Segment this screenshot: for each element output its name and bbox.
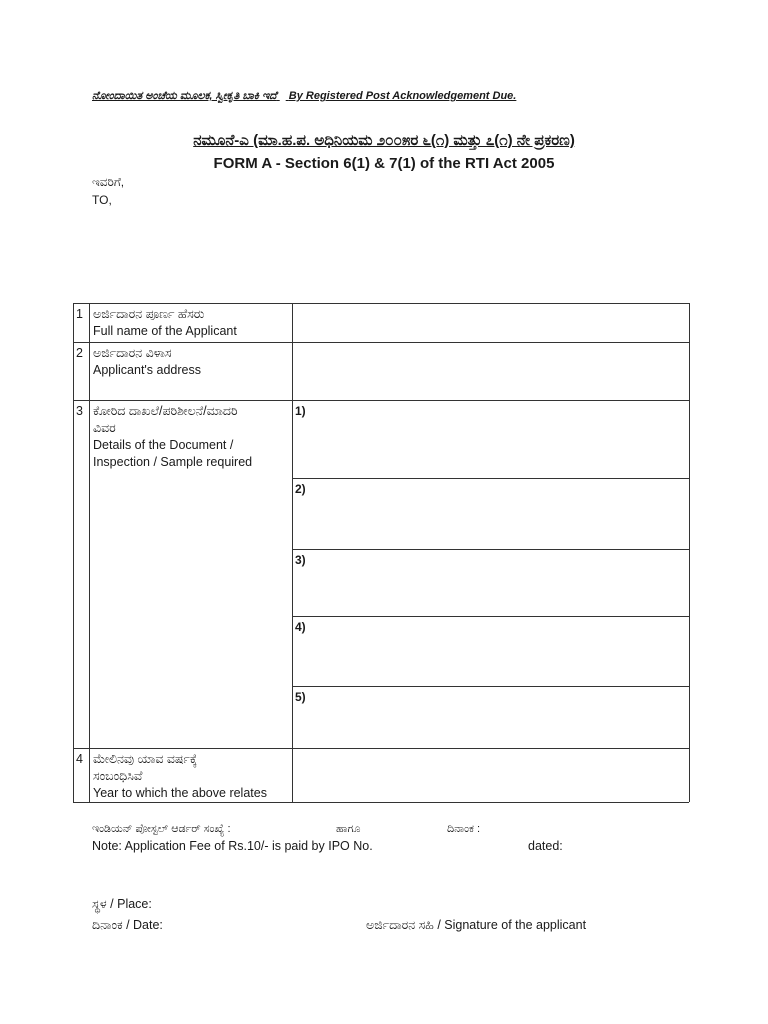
row-number: 1 (76, 307, 83, 321)
detail-field-1[interactable] (294, 402, 687, 477)
detail-field-4[interactable] (294, 618, 687, 685)
label-kannada: ಅರ್ಜಿದಾರನ ಪೂರ್ಣ ಹೆಸರು (93, 307, 205, 321)
applicant-address-label (93, 345, 201, 379)
label-english: Applicant's address (93, 363, 202, 377)
label-english: Year to which the above relates (93, 786, 267, 800)
registered-post-kannada: ನೋಂದಾಯಿತ ಅಂಚೆಯ ಮೂಲಕ, ಸ್ವೀಕೃತಿ ಬಾಕಿ ಇದೆ (92, 90, 277, 102)
table-line (292, 478, 689, 479)
detail-item-1: 1) (295, 404, 306, 418)
row-number: 3 (76, 404, 83, 418)
table-line (73, 748, 689, 749)
detail-field-5[interactable] (294, 688, 687, 747)
ipo-number-kannada: ಇಂಡಿಯನ್ ಪೋಸ್ಟಲ್ ಆರ್ಡರ್ ಸಂಖ್ಯೆ : (92, 823, 231, 835)
label-english: Details of the Document / (93, 438, 234, 452)
row-number: 2 (76, 346, 83, 360)
applicant-name-label (93, 306, 237, 340)
row-number: 4 (76, 752, 83, 766)
label-english: Inspection / Sample required (93, 455, 253, 469)
detail-item-5: 5) (295, 690, 306, 704)
label-kannada: ಸಂಬಂಧಿಸಿವೆ (93, 769, 143, 783)
table-line (73, 342, 689, 343)
fee-note: Note: Application Fee of Rs.10/- is paid by IPO No. (92, 839, 373, 853)
detail-item-3: 3) (295, 553, 306, 567)
and-kannada: ಹಾಗೂ (336, 823, 361, 835)
table-line (292, 549, 689, 550)
detail-item-4: 4) (295, 620, 306, 634)
label-english: Full name of the Applicant (93, 324, 237, 338)
registered-post-line (92, 90, 516, 103)
table-line (73, 303, 74, 802)
date-label: ದಿನಾಂಕ / Date: (92, 918, 163, 932)
label-kannada: ಅರ್ಜಿದಾರನ ವಿಳಾಸ (93, 346, 172, 360)
table-line (689, 303, 690, 802)
detail-field-2[interactable] (294, 480, 687, 548)
addressee-english: TO, (92, 193, 112, 207)
registered-post-english: By Registered Post Acknowledgement Due. (288, 90, 517, 102)
label-kannada: ಕೋರಿದ ದಾಖಲೆ/ಪರಿಶೀಲನೆ/ಮಾದರಿ (93, 404, 238, 418)
date-kannada: ದಿನಾಂಕ : (447, 823, 481, 835)
addressee-kannada: ಇವರಿಗೆ, (92, 175, 125, 189)
fee-dated-label: dated: (528, 839, 563, 853)
table-line (292, 686, 689, 687)
table-line (292, 303, 293, 802)
table-line (73, 400, 689, 401)
year-field[interactable] (294, 750, 687, 801)
form-title-kannada: ನಮೂನೆ-ಎ (ಮಾ.ಹ.ಪ. ಅಧಿನಿಯಮ ೨೦೦೫ರ ೬(೧) ಮತ್ತು ೭(೧) ನೇ ಪ್ರಕರಣ) (193, 132, 575, 149)
document-details-label (93, 403, 252, 471)
place-label: ಸ್ಥಳ / Place: (92, 897, 152, 911)
table-line (73, 802, 689, 803)
label-kannada: ವಿವರ (93, 421, 116, 435)
detail-field-3[interactable] (294, 551, 687, 615)
applicant-name-field[interactable] (294, 305, 687, 341)
table-line (73, 303, 689, 304)
label-kannada: ಮೇಲಿನವು ಯಾವ ವರ್ಷಕ್ಕೆ (93, 752, 198, 766)
table-line (292, 616, 689, 617)
applicant-address-field[interactable] (294, 344, 687, 399)
detail-item-2: 2) (295, 482, 306, 496)
year-label (93, 751, 267, 802)
table-line (89, 303, 90, 802)
signature-label: ಅರ್ಜಿದಾರನ ಸಹಿ / Signature of the applicant (366, 918, 587, 932)
form-title-english: FORM A - Section 6(1) & 7(1) of the RTI Act 2005 (213, 155, 555, 172)
